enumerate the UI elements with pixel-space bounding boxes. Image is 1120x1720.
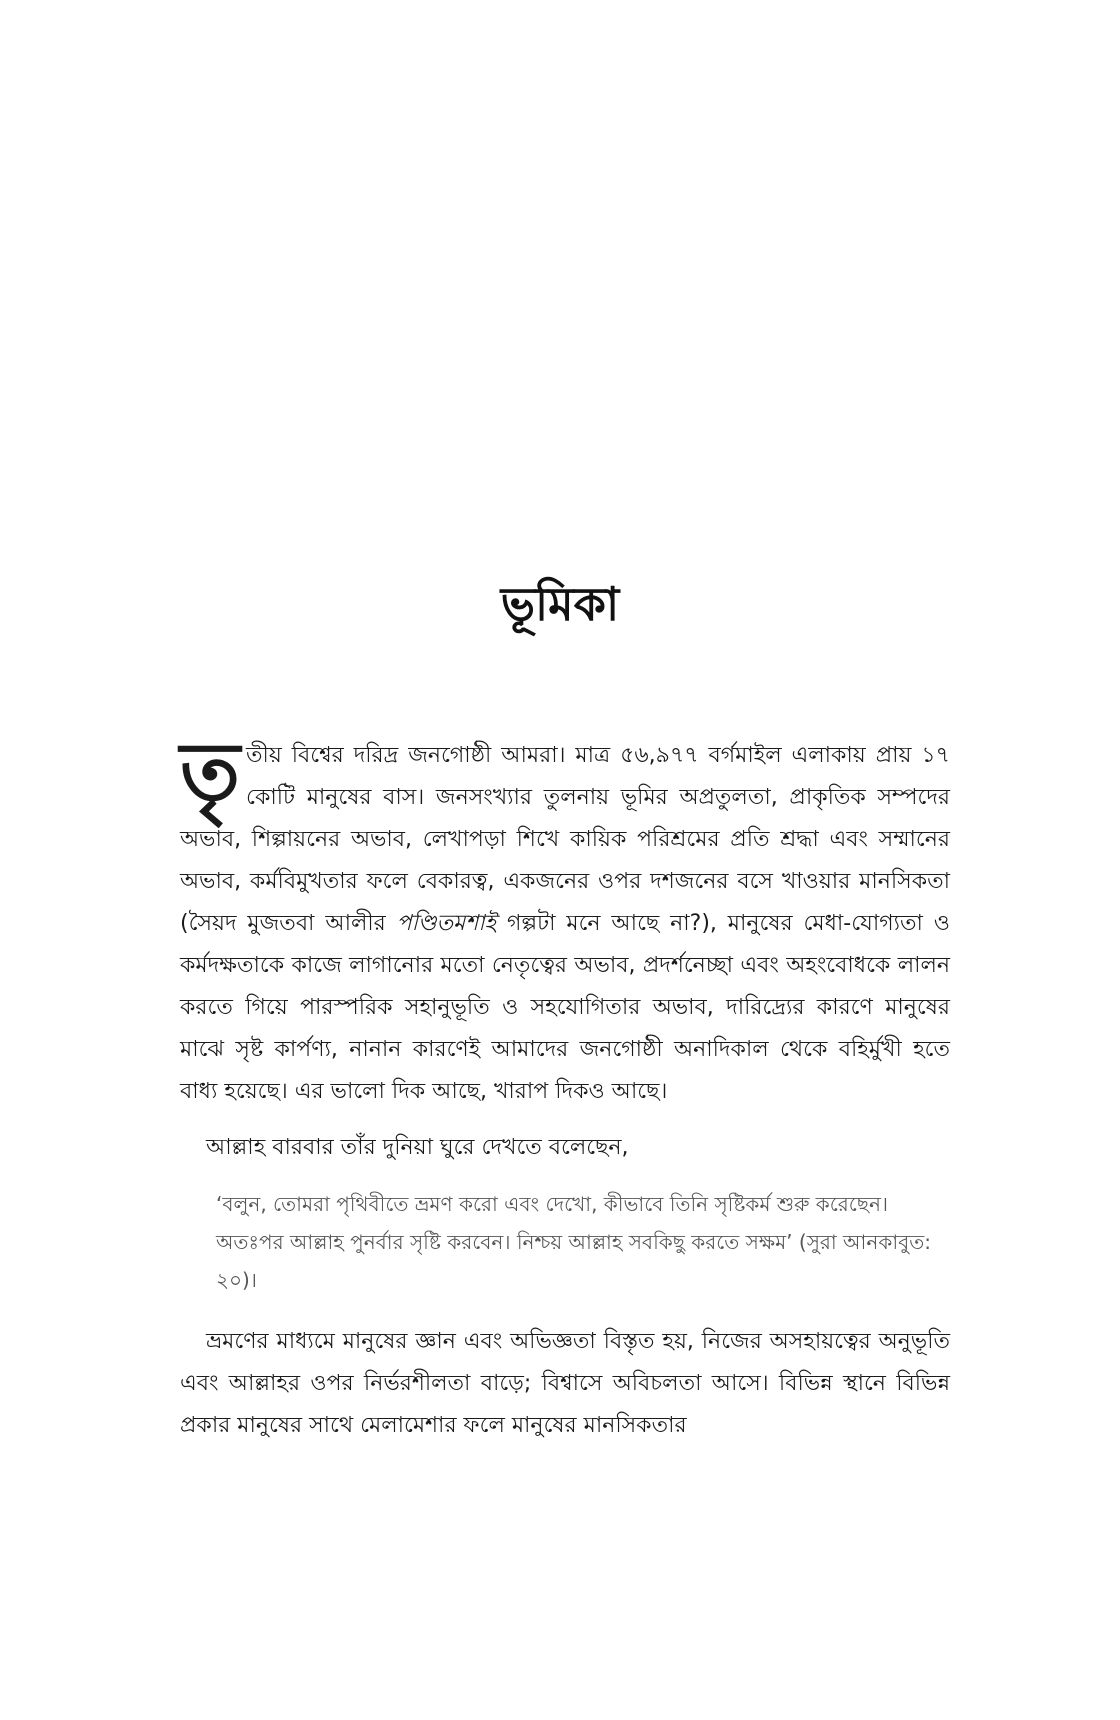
intro-paragraph [180,725,950,1113]
body-text [180,725,950,1447]
travel-paragraph: ভ্রমণের মাধ্যমে মানুষের জ্ঞান এবং অভিজ্ঞতা বিস্তৃত হয়, নিজের অসহায়ত্বের অনুভূতি এবং আল্লাহর ওপর নির্ভরশীলতা বাড়ে; বিশ্বাসে অবিচলতা আসে। বিভিন্ন স্থানে বিভিন্ন প্রকার মানুষের সাথে মেলামেশার ফলে মানুষের মানসিকতার [180,1329,950,1438]
story-title: পণ্ডিতমশাই [396,911,497,936]
intro-text-b: গল্পটা মনে আছে না?), মানুষের মেধা-যোগ্যতা ও কর্মদক্ষতাকে কাজে লাগানোর মতো নেতৃত্বের অভাব, প্রদর্শনেচ্ছা এবং অহংবোধকে লালন করতে গিয়ে পারস্পরিক সহানুভূতি ও সহযোগিতার অভাব, দারিদ্র্যের কারণে মানুষের মাঝে সৃষ্ট কার্পণ্য, নানান কারণেই আমাদের জনগোষ্ঠী অনাদিকাল থেকে বহির্মুখী হতে বাধ্য হয়েছে। এর ভালো দিক আছে, খারাপ দিকও আছে। [180,911,950,1104]
allah-paragraph: আল্লাহ বারবার তাঁর দুনিয়া ঘুরে দেখতে বলেছেন, [206,1135,629,1160]
intro-text-a: তীয় বিশ্বের দরিদ্র জনগোষ্ঠী আমরা। মাত্র ৫৬,৯৭৭ বর্গমাইল এলাকায় প্রায় ১৭ কোটি মানুষের বাস। জনসংখ্যার তুলনায় ভূমির অপ্রতুলতা, প্রাকৃতিক সম্পদের অভাব, শিল্পায়নের অভাব, লেখাপড়া শিখে কায়িক পরিশ্রমের প্রতি শ্রদ্ধা এবং সম্মানের অভাব, কর্মবিমুখতার ফলে বেকারত্ব, একজনের ওপর দশজনের বসে খাওয়ার মানসিকতা (সৈয়দ মুজতবা আলীর [180,743,950,936]
quran-quote: ‘বলুন, তোমরা পৃথিবীতে ভ্রমণ করো এবং দেখো, কীভাবে তিনি সৃষ্টিকর্ম শুরু করেছেন। অতঃপর আল্লাহ পুনর্বার সৃষ্টি করবেন। নিশ্চয় আল্লাহ সবকিছু করতে সক্ষম’ (সুরা আনকাবুত: ২০)। [216,1192,931,1292]
chapter-title: ভূমিকা [500,577,620,631]
drop-cap: তৃ [180,725,241,818]
